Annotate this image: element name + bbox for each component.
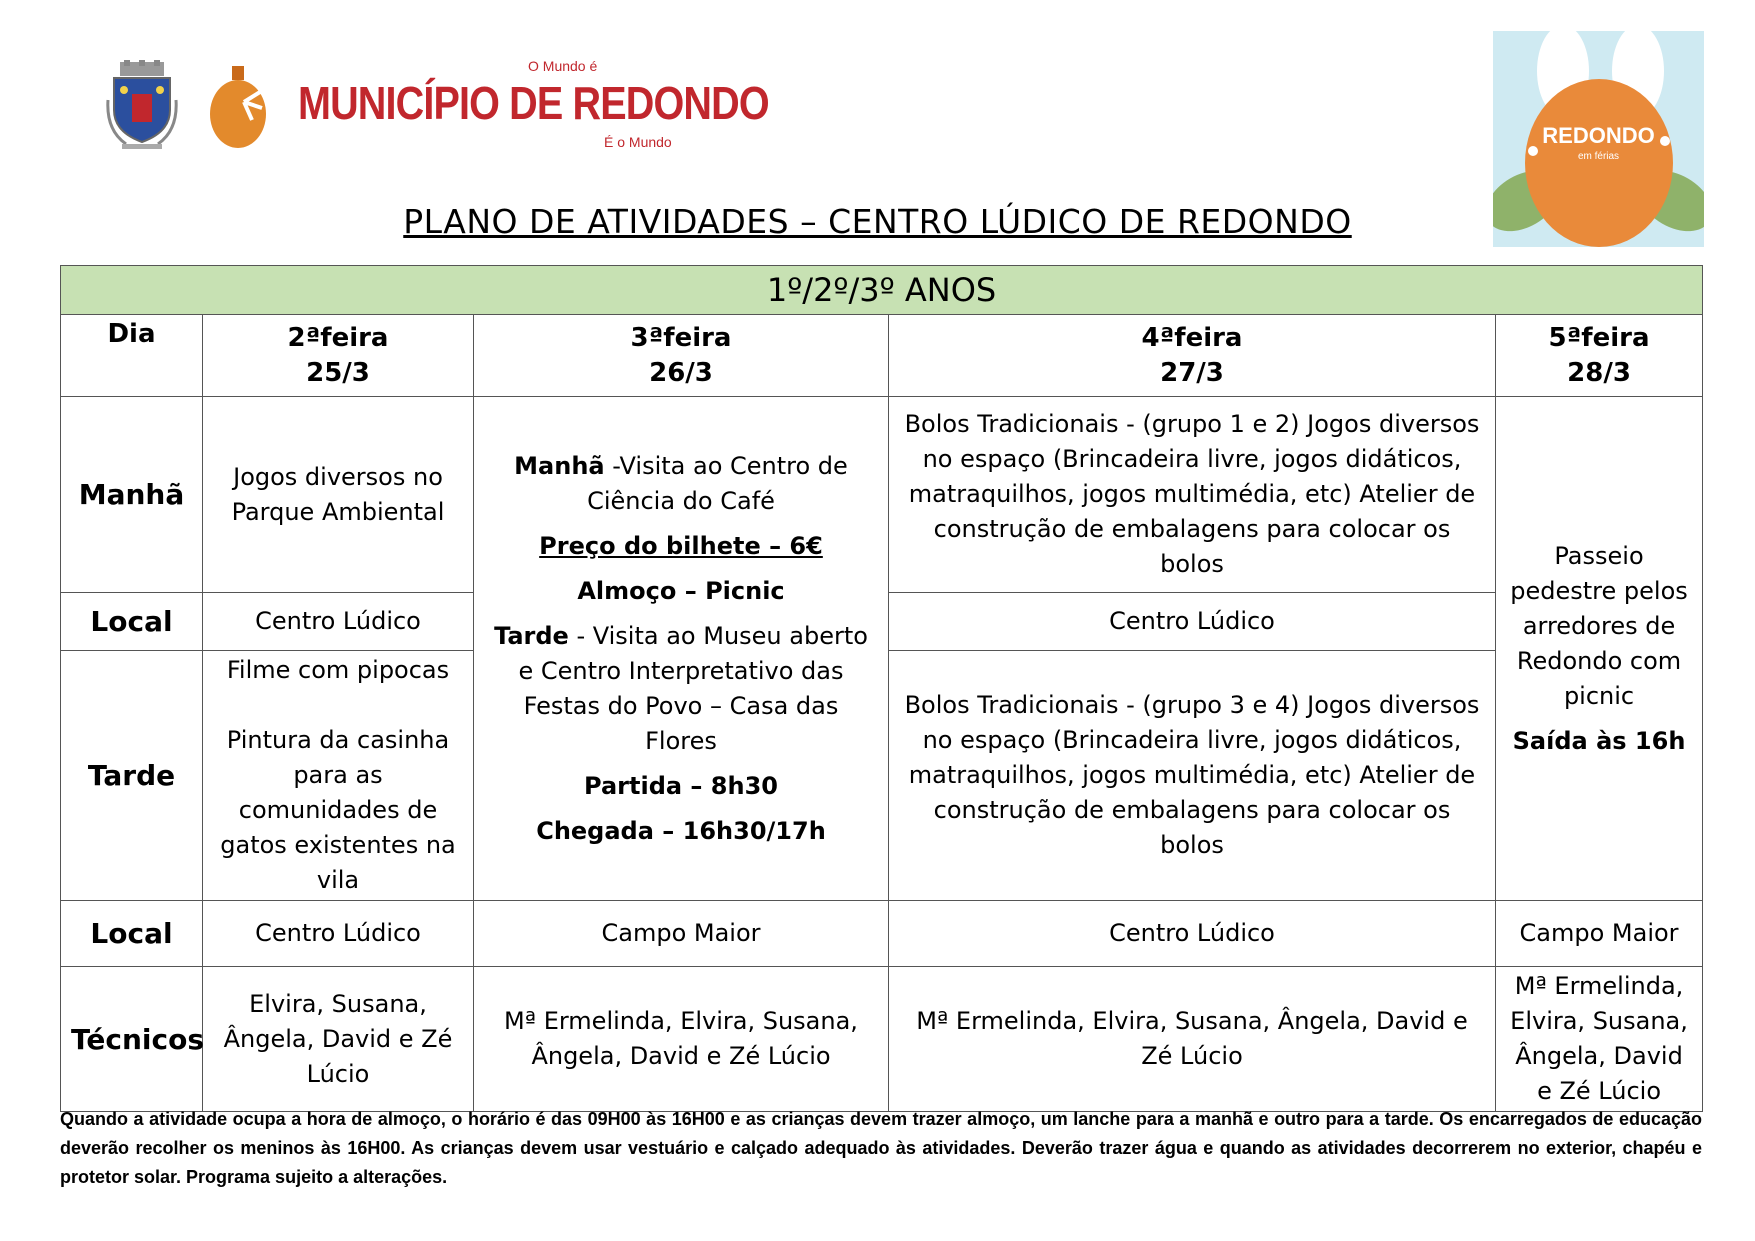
day-header-thursday [1496,315,1703,397]
day-date: 28/3 [1567,357,1631,388]
local-wednesday: Centro Lúdico [889,593,1496,651]
dia-header: Dia [61,315,203,397]
day-date: 26/3 [649,357,713,388]
jar-logo [208,62,268,150]
tuesday-trip-cell [474,397,889,901]
tecnicos-row [61,967,1703,1112]
tuesday-afternoon-text: - Visita ao Museu aberto e Centro Interpretativo das Festas do Povo – Casa das Flores [518,621,868,755]
municipality-slogan-bottom: É o Mundo [604,134,672,150]
tecnicos-tuesday: Mª Ermelinda, Elvira, Susana, Ângela, David e Zé Lúcio [474,967,889,1112]
year-band: 1º/2º/3º ANOS [61,266,1703,315]
page-title: PLANO DE ATIVIDADES – CENTRO LÚDICO DE REDONDO [403,202,1352,241]
footer-note: Quando a atividade ocupa a hora de almoço, o horário é das 09H00 às 16H00 e as crianças devem trazer almoço, um lanche para a manhã e outro para a tarde. Os encarregados de educação deverão recolher os meninos às 16H00. As crianças devem usar vestuário e calçado adequado às atividades. Deverão trazer água e quando as atividades decorrerem no exterior, chapéu e protetor solar. Programa sujeito a alterações. [60,1109,1702,1187]
local2-tuesday: Campo Maior [474,901,889,967]
tarde-label: Tarde [61,651,203,901]
tecnicos-label: Técnicos [61,967,203,1112]
thursday-departure: Saída às 16h [1512,726,1686,755]
manha-wednesday: Bolos Tradicionais - (grupo 1 e 2) Jogos diversos no espaço (Brincadeira livre, jogos didáticos, matraquilhos, jogos multimédia, etc) Atelier de construção de embalagens para colocar os bolos [889,397,1496,593]
local-label: Local [61,901,203,967]
municipality-slogan-top: O Mundo é [528,58,598,74]
tecnicos-wednesday: Mª Ermelinda, Elvira, Susana, Ângela, David e Zé Lúcio [889,967,1496,1112]
tuesday-afternoon-label: Tarde [494,621,569,650]
poster-title: REDONDO [1542,123,1655,148]
local2-wednesday: Centro Lúdico [889,901,1496,967]
day-name: 2ªfeira [287,322,389,353]
day-header-wednesday [889,315,1496,397]
tuesday-morning-text: -Visita ao Centro de Ciência do Café [587,451,848,515]
local-monday: Centro Lúdico [203,593,474,651]
tecnicos-thursday: Mª Ermelinda, Elvira, Susana, Ângela, David e Zé Lúcio [1496,967,1703,1112]
tarde-monday [203,651,474,901]
day-date: 27/3 [1160,357,1224,388]
municipality-name: MUNICÍPIO DE REDONDO [298,77,769,129]
local2-monday: Centro Lúdico [203,901,474,967]
arrival: Chegada – 16h30/17h [536,816,826,845]
local-label: Local [61,593,203,651]
coat-of-arms-logo [106,60,178,150]
poster-subtitle: em férias [1577,151,1620,162]
thursday-walk: Passeio pedestre pelos arredores de Redondo com picnic [1510,541,1688,710]
local2-thursday: Campo Maior [1496,901,1703,967]
day-name: 3ªfeira [630,322,732,353]
manha-row [61,397,1703,593]
tarde-wednesday: Bolos Tradicionais - (grupo 3 e 4) Jogos diversos no espaço (Brincadeira livre, jogos didáticos, matraquilhos, jogos multimédia, etc) Atelier de construção de embalagens para colocar os bolos [889,651,1496,901]
day-header-row [61,315,1703,397]
manha-label: Manhã [61,397,203,593]
day-header-tuesday [474,315,889,397]
activities-table [60,265,1703,1112]
day-name: 4ªfeira [1141,322,1243,353]
tecnicos-monday: Elvira, Susana, Ângela, David e Zé Lúcio [203,967,474,1112]
thursday-walk-cell [1496,397,1703,901]
tuesday-morning [484,449,878,519]
tuesday-morning-label: Manhã [514,451,605,480]
day-date: 25/3 [306,357,370,388]
band-row [61,266,1703,315]
local-row-2 [61,901,1703,967]
manha-monday: Jogos diversos no Parque Ambiental [203,397,474,593]
tarde-monday-line1: Filme com pipocas [226,656,450,684]
day-name: 5ªfeira [1548,322,1650,353]
day-header-monday [203,315,474,397]
lunch: Almoço – Picnic [577,576,785,605]
departure: Partida – 8h30 [584,771,778,800]
ticket-price: Preço do bilhete – 6€ [539,531,823,560]
tarde-monday-line2: Pintura da casinha para as comunidades de gatos existentes na vila [220,726,456,894]
tuesday-afternoon [484,619,878,759]
